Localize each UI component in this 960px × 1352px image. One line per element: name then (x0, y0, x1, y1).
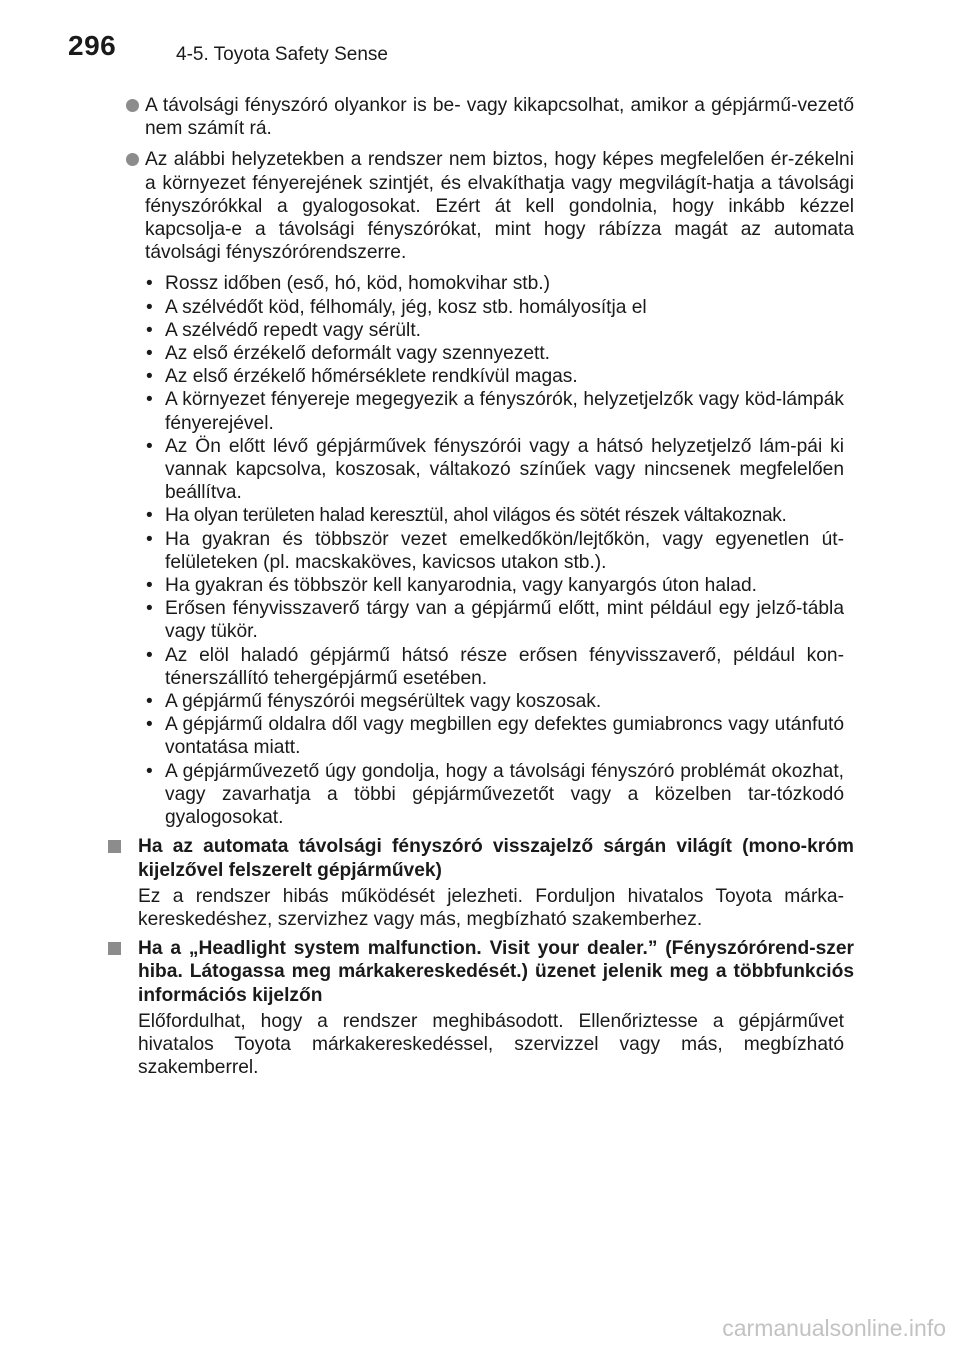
square-bullet-icon (108, 840, 121, 853)
list-item (108, 435, 854, 505)
list-item-text: A gépjármű oldalra dől vagy megbillen egy defektes gumiabroncs vagy utánfutó vontatása miatt. (165, 714, 844, 759)
list-item-text: Az első érzékelő hőmérséklete rendkívül magas. (165, 366, 578, 388)
list-item (108, 597, 854, 643)
list-item-text: A gépjármű fényszórói megsérültek vagy koszosak. (165, 691, 602, 713)
bullet-icon: • (146, 691, 153, 713)
list-item-text: A szélvédőt köd, félhomály, jég, kosz stb. homályosítja el (165, 296, 647, 318)
list-item (108, 644, 854, 690)
subsection (108, 835, 854, 931)
list-item (108, 690, 854, 713)
list-item-text: Rossz időben (eső, hó, köd, homokvihar stb.) (165, 273, 551, 295)
bullet-icon: • (146, 435, 153, 457)
circle-bullet-icon (126, 153, 139, 166)
subsection-title: Ha a „Headlight system malfunction. Visit your dealer.” (Fényszórórend-szer hiba. Látogassa meg márkakereskedését.) üzenet jelenik meg a többfunkciós információs kijelzőn (138, 938, 854, 1006)
bullet-icon: • (146, 760, 153, 782)
bullet-icon: • (146, 575, 153, 597)
bullet-icon: • (146, 714, 153, 736)
info-paragraph-text: Az alábbi helyzetekben a rendszer nem biztos, hogy képes megfelelően ér-zékelni a környezet fényerejének szintjét, és elvakíthatja vagy megvilágít-hatja a távolsági fényszórókkal a gyalogosokat. Ezért át kell gondolnia, hogy inkább kézzel kapcsolja-e a távolsági fényszórókat, mint hogy rábízza magát az automata távolsági fényszórórendszerre. (145, 149, 854, 264)
list-item-text: Erősen fényvisszaverő tárgy van a gépjármű előtt, mint például egy jelző-tábla vagy tükör. (165, 598, 844, 643)
list-item (108, 388, 854, 434)
bullet-icon: • (146, 343, 153, 365)
watermark: carmanualsonline.info (722, 1315, 946, 1341)
bullet-icon: • (146, 273, 153, 295)
bullet-icon: • (146, 505, 153, 527)
subsection-title: Ha az automata távolsági fényszóró visszajelző sárgán világít (mono-króm kijelzővel felszerelt gépjárművek) (138, 836, 854, 881)
list-item-text: Az első érzékelő deformált vagy szennyezett. (165, 343, 551, 365)
list-item-text: Ha gyakran és többször vezet emelkedőkön/lejtőkön, vagy egyenetlen út-felületeken (pl. macskaköves, kavicsos utakon stb.). (165, 528, 844, 573)
list-item-text: Ha olyan területen halad keresztül, ahol világos és sötét részek váltakoznak. (165, 505, 787, 527)
section-title: 4-5. Toyota Safety Sense (176, 44, 388, 65)
list-item (108, 296, 854, 319)
list-item-text: A környezet fényereje megegyezik a fényszórók, helyzetjelzők vagy köd-lámpák fényerejével. (165, 389, 844, 434)
list-item (108, 528, 854, 574)
info-paragraph (108, 94, 854, 140)
list-item-text: Az elöl haladó gépjármű hátsó része erősen fényvisszaverő, például kon-ténerszállító tehergépjármű esetében. (165, 644, 844, 689)
bullet-icon: • (146, 389, 153, 411)
subsection (108, 937, 854, 1079)
subsection-body: Ez a rendszer hibás működését jelezheti. Forduljon hivatalos Toyota márka-kereskedéshez, szervizhez vagy más, megbízható szakemberhez. (138, 885, 844, 930)
list-item (108, 713, 854, 759)
list-item (108, 760, 854, 830)
subsection-body: Előfordulhat, hogy a rendszer meghibásodott. Ellenőriztesse a gépjárművet hivatalos Toyota márkakereskedéssel, szervizzel vagy más, megbízható szakemberrel. (138, 1010, 844, 1079)
bullet-icon: • (146, 366, 153, 388)
list-item (108, 504, 854, 527)
bullet-icon: • (146, 319, 153, 341)
conditions-list (108, 272, 854, 829)
square-bullet-icon (108, 942, 121, 955)
page-content (108, 94, 854, 1079)
info-paragraph (108, 148, 854, 264)
bullet-icon: • (146, 598, 153, 620)
list-item (108, 574, 854, 597)
list-item (108, 342, 854, 365)
bullet-icon: • (146, 296, 153, 318)
info-paragraph-text: A távolsági fényszóró olyankor is be- vagy kikapcsolhat, amikor a gépjármű-vezető nem számít rá. (145, 95, 854, 140)
list-item-text: Ha gyakran és többször kell kanyarodnia, vagy kanyargós úton halad. (165, 575, 757, 597)
list-item (108, 365, 854, 388)
circle-bullet-icon (126, 99, 139, 112)
bullet-icon: • (146, 644, 153, 666)
list-item-text: A gépjárművezető úgy gondolja, hogy a távolsági fényszóró problémát okozhat, vagy zavarhatja a többi gépjárművezetőt vagy a közelben tar-tózkodó gyalogosokat. (165, 760, 844, 829)
page-number: 296 (68, 30, 117, 61)
bullet-icon: • (146, 528, 153, 550)
page-header (0, 0, 960, 80)
list-item (108, 272, 854, 295)
list-item (108, 319, 854, 342)
list-item-text: A szélvédő repedt vagy sérült. (165, 319, 421, 341)
list-item-text: Az Ön előtt lévő gépjárművek fényszórói vagy a hátsó helyzetjelző lám-pái ki vannak kapcsolva, koszosak, váltakozó színűek vagy nincsenek megfelelően beállítva. (165, 435, 844, 504)
